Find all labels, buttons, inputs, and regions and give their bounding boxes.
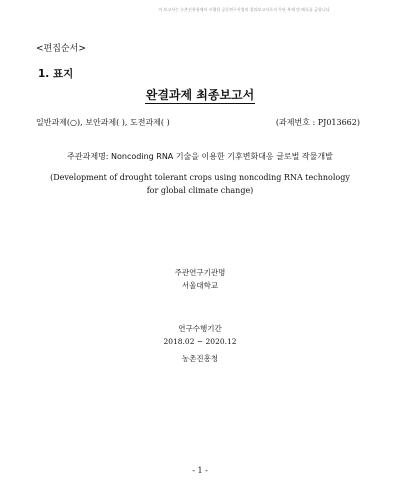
project-number: (과제번호 : PJ013662)	[275, 118, 360, 127]
english-title-line-2: for global climate change)	[146, 185, 254, 195]
main-project-title: 주관과제명: Noncoding RNA 기술을 이용한 기후변화대응 글로벌 작물개발	[67, 152, 333, 161]
organization-name: 서울대학교	[181, 281, 219, 290]
period-block	[0, 322, 400, 348]
english-title-line-1: (Development of drought tolerant crops using noncoding RNA technology	[50, 173, 350, 182]
header-notice: 이 보고서는 농촌진흥청에서 시행한 공동연구사업의 결과보고서로서 무단 복제 및 배포를 금합니다	[158, 7, 330, 12]
report-title-text: 완결과제 최종보고서	[145, 88, 255, 102]
organization-block	[0, 266, 400, 292]
project-types: 일반과제(○), 보안과제( ), 도전과제( )	[36, 118, 170, 127]
report-title	[0, 86, 400, 103]
english-title	[0, 172, 400, 197]
agency-name: 농촌진흥청	[181, 354, 219, 363]
page-number: - 1 -	[192, 466, 208, 475]
section-heading: 1. 표지	[38, 68, 74, 80]
period-range: 2018.02 ~ 2020.12	[163, 337, 237, 346]
organization-label: 주관연구기관명	[174, 268, 226, 277]
period-label: 연구수행기간	[178, 324, 222, 333]
edit-order-label: <편집순서>	[36, 44, 86, 54]
